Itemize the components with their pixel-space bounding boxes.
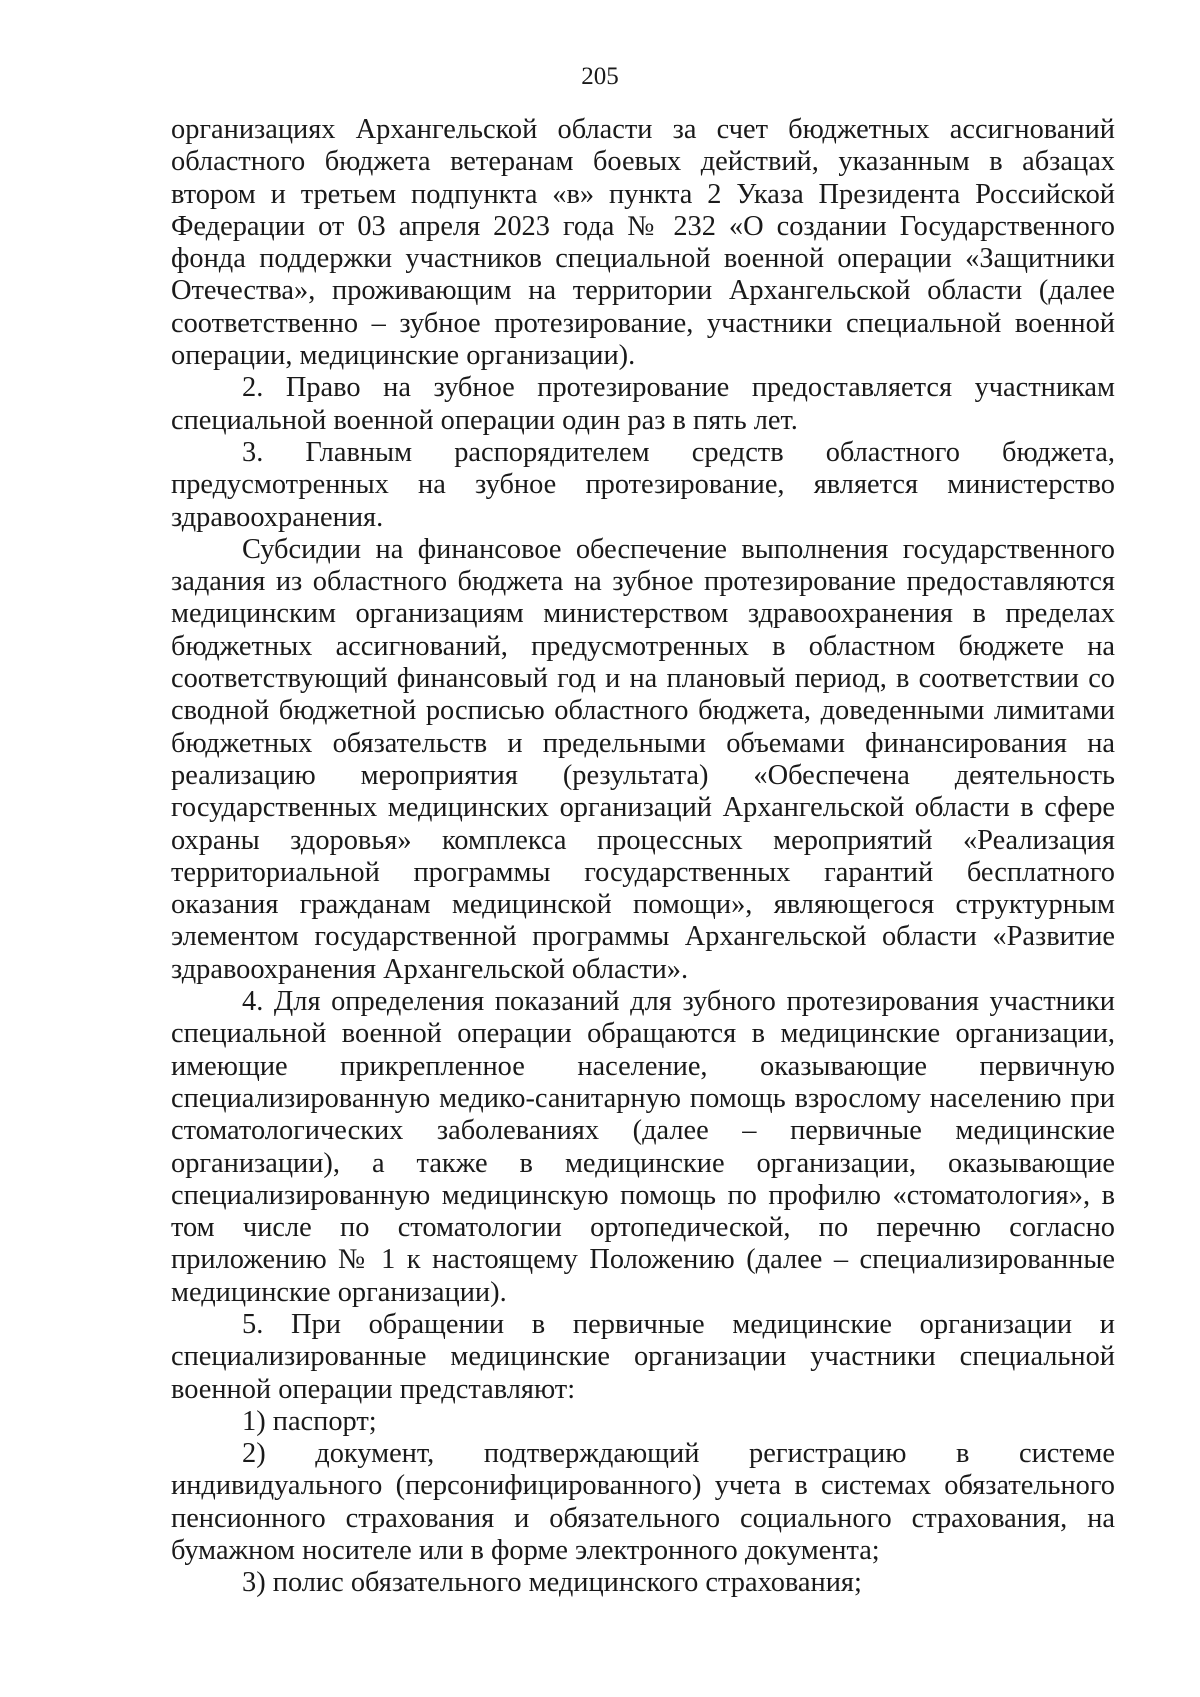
paragraph-subsidies: Субсидии на финансовое обеспечение выполнения государственного задания из областного бюджета на зубное протезирование предоставляются медицинским организациям министерством здравоохранения в пределах бюджетных ассигнований, предусмотренных в областном бюджете на соответствующий финансовый год и на плановый период, в соответствии со сводной бюджетной росписью областного бюджета, доведенными лимитами бюджетных обязательств и предельными объемами финансирования на реализацию мероприятия (результата) «Обеспечена деятельность государственных медицинских организаций Архангельской области в сфере охраны здоровья» комплекса процессных мероприятий «Реализация территориальной программы государственных гарантий бесплатного оказания гражданам медицинской помощи», являющегося структурным элементом государственной программы Архангельской области «Развитие здравоохранения Архангельской области». (171, 533, 1115, 985)
paragraph-item-5: 5. При обращении в первичные медицинские организации и специализированные медицинские организации участники специальной военной операции представляют: (171, 1308, 1115, 1405)
paragraph-continuation: организациях Архангельской области за счет бюджетных ассигнований областного бюджета ветеранам боевых действий, указанным в абзацах втором и третьем подпункта «в» пункта 2 Указа Президента Российской Федерации от 03 апреля 2023 года № 232 «О создании Государственного фонда поддержки участников специальной военной операции «Защитники Отечества», проживающим на территории Архангельской области (далее соответственно – зубное протезирование, участники специальной военной операции, медицинские организации). (171, 114, 1115, 372)
paragraph-item-4: 4. Для определения показаний для зубного протезирования участники специальной военной операции обращаются в медицинские организации, имеющие прикрепленное население, оказывающие первичную специализированную медико-санитарную помощь взрослому населению при стоматологических заболеваниях (далее – первичные медицинские организации), а также в медицинские организации, оказывающие специализированную медицинскую помощь по профилю «стоматология», в том числе по стоматологии ортопедической, по перечню согласно приложению № 1 к настоящему Положению (далее – специализированные медицинские организации). (171, 986, 1115, 1308)
paragraph-item-2: 2. Право на зубное протезирование предоставляется участникам специальной военной операции один раз в пять лет. (171, 372, 1115, 436)
list-item-insurance-policy: 3) полис обязательного медицинского страхования; (242, 1567, 862, 1599)
document-body (171, 114, 1115, 1600)
list-item-registration-document: 2) документ, подтверждающий регистрацию в системе индивидуального (персонифицированного) учета в системах обязательного пенсионного страхования и обязательного социального страхования, на бумажном носителе или в форме электронного документа; (171, 1438, 1115, 1567)
paragraph-item-3: 3. Главным распорядителем средств областного бюджета, предусмотренных на зубное протезирование, является министерство здравоохранения. (171, 436, 1115, 533)
list-item-passport: 1) паспорт; (242, 1405, 377, 1437)
page-number: 205 (581, 63, 619, 90)
